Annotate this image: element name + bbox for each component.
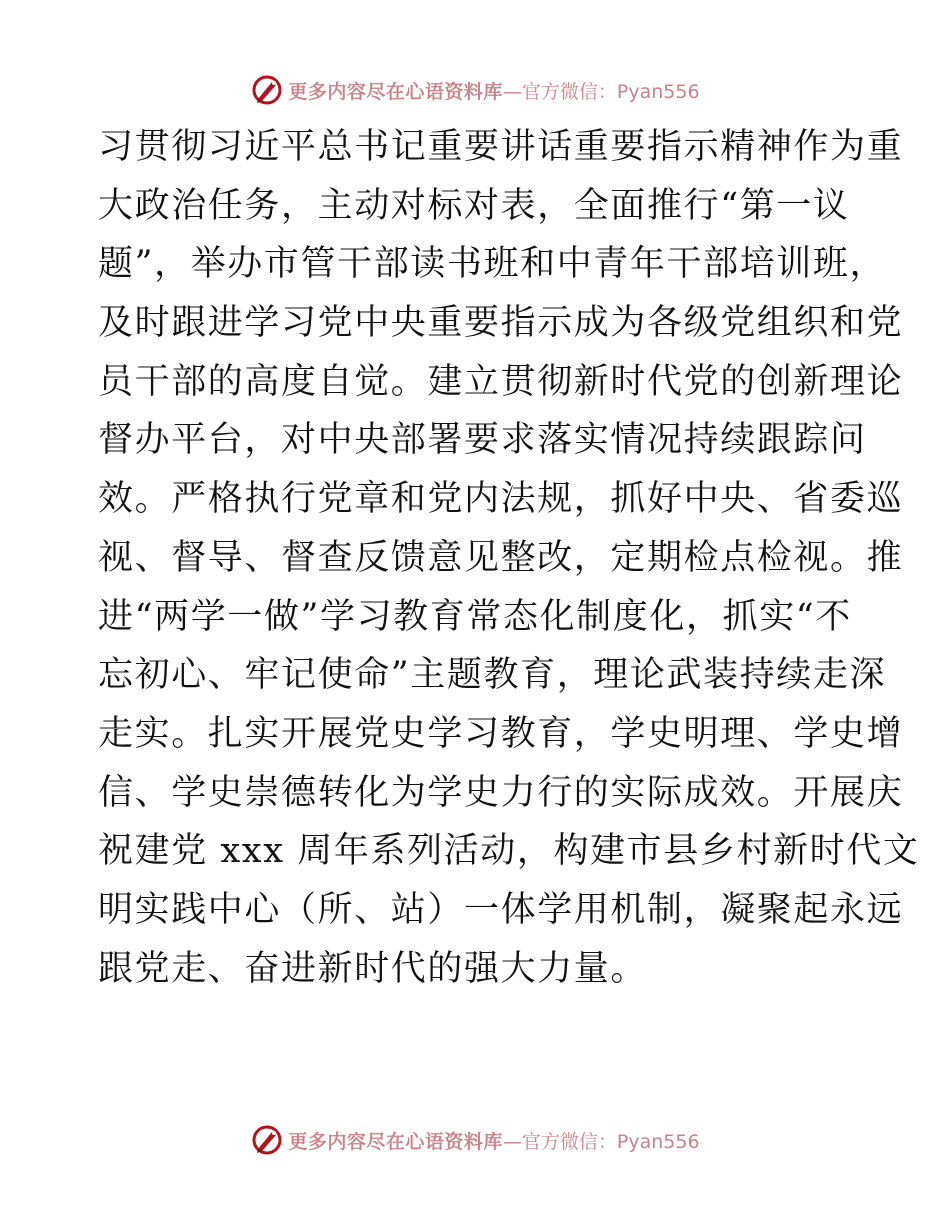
body-line: 效。严格执行党章和党内法规，抓好中央、省委巡 — [98, 479, 904, 520]
body-line: 忘初心、牢记使命”主题教育，理论武装持续走深 — [98, 655, 887, 696]
pen-circle-logo-icon — [250, 1123, 284, 1157]
body-line: 跟党走、奋进新时代的强大力量。 — [98, 948, 648, 989]
watermark-contact-text: —官方微信：Pyan556 — [502, 80, 700, 103]
body-line: 视、督导、督查反馈意见整改，定期检点检视。推 — [98, 537, 904, 578]
body-line: 大政治任务，主动对标对表，全面推行“第一议 — [98, 185, 850, 226]
body-line: 祝建党 xxx 周年系列活动，构建市县乡村新时代文 — [98, 831, 920, 872]
footer-watermark — [0, 1120, 950, 1160]
document-body — [98, 118, 920, 998]
body-line: 督办平台，对中央部署要求落实情况持续跟踪问 — [98, 420, 867, 461]
body-line: 走实。扎实开展党史学习教育，学史明理、学史增 — [98, 713, 904, 754]
body-line: 进“两学一做”学习教育常态化制度化，抓实“不 — [98, 596, 852, 637]
watermark-site-text: 更多内容尽在心语资料库 — [288, 80, 503, 103]
body-line: 习贯彻习近平总书记重要讲话重要指示精神作为重 — [98, 127, 904, 167]
pen-circle-logo-icon — [250, 73, 284, 107]
body-line: 题”，举办市管干部读书班和中青年干部培训班， — [98, 244, 887, 285]
header-watermark — [0, 70, 950, 110]
body-line: 信、学史崇德转化为学史力行的实际成效。开展庆 — [98, 772, 904, 813]
body-line: 及时跟进学习党中央重要指示成为各级党组织和党 — [98, 303, 904, 344]
body-line: 明实践中心（所、站）一体学用机制，凝聚起永远 — [98, 889, 904, 930]
watermark-contact-text: —官方微信：Pyan556 — [502, 1130, 700, 1153]
watermark-site-text: 更多内容尽在心语资料库 — [288, 1130, 503, 1153]
body-line: 员干部的高度自觉。建立贯彻新时代党的创新理论 — [98, 361, 904, 402]
